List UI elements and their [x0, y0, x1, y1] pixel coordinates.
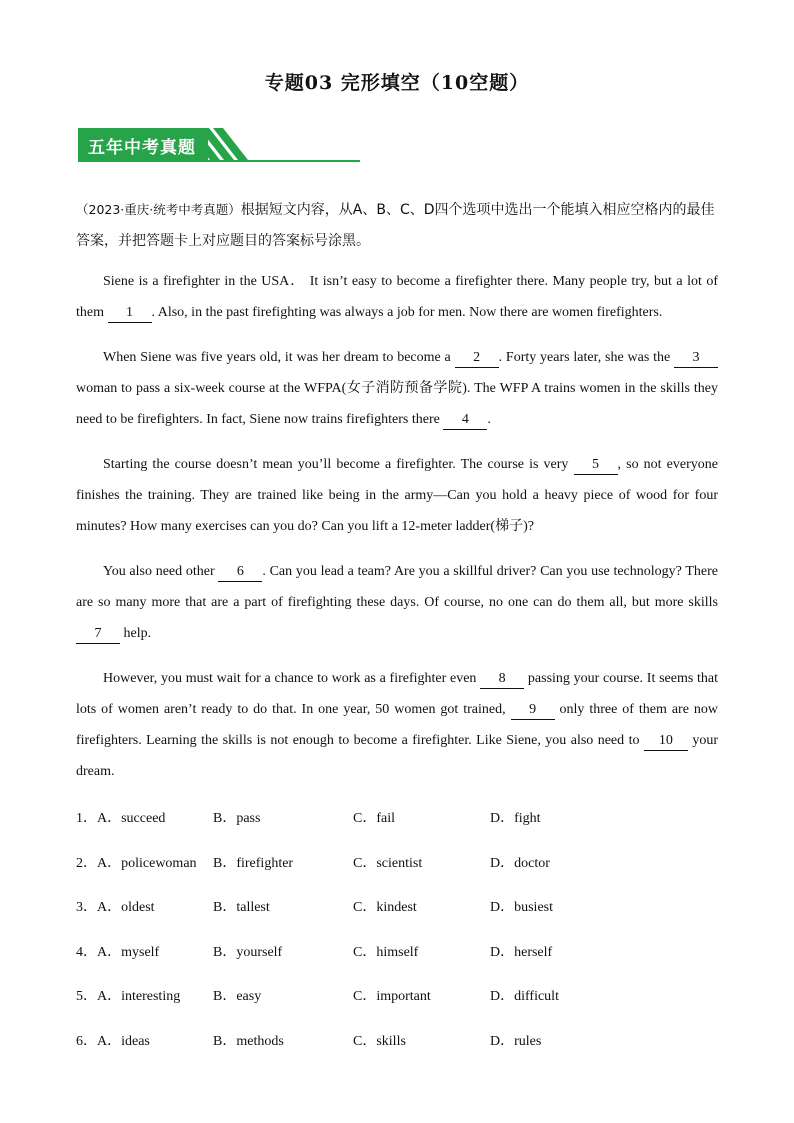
option-c: C．kindest [353, 900, 417, 916]
page-title: 专题03 完形填空（10空题） [264, 72, 530, 94]
passage-paragraph-1 [76, 266, 718, 328]
paragraph-text: Siene is a firefighter in the USA． It isn’t easy to become a firefighter there. Many people try, but a lot of them [76, 274, 718, 320]
answer-options [76, 807, 736, 1075]
question-row [76, 1030, 736, 1075]
section-banner [78, 128, 360, 164]
option-a: A．interesting [97, 989, 181, 1005]
option-c: C．skills [353, 1033, 406, 1049]
blank-3: 3 [674, 349, 718, 368]
paragraph-text: You also need other [103, 564, 219, 579]
option-b: B．easy [213, 989, 262, 1005]
banner-underline [78, 160, 360, 162]
blank-10: 10 [644, 732, 688, 751]
paragraph-text: Starting the course doesn’t mean you’ll become a firefighter. The course is very [103, 457, 574, 472]
option-a: A．ideas [97, 1033, 150, 1049]
option-a: A．myself [97, 944, 160, 960]
question-number: 6． [76, 1033, 97, 1049]
option-d: D．rules [490, 1033, 542, 1049]
paragraph-text: only three of them are now firefighters. Learning the skills is not enough to become a firefighter. Like Siene, you also need to [76, 702, 718, 748]
question-number: 3． [76, 900, 97, 916]
option-b: B．firefighter [213, 855, 294, 871]
question-number: 2． [76, 855, 97, 871]
paragraph-text: woman to pass a six-week course at the WFPA(女子消防预备学院). The WFP A trains women in the skills they need to be firefighters. In fact, Siene now trains firefighters there [76, 381, 718, 427]
question-row [76, 941, 736, 986]
passage-paragraph-2 [76, 342, 718, 435]
option-c: C．important [353, 989, 431, 1005]
paragraph-text: . Also, in the past firefighting was always a job for men. Now there are women firefighters. [151, 305, 663, 320]
blank-8: 8 [480, 670, 524, 689]
option-b: B．yourself [213, 944, 283, 960]
instruction-text: 根据短文内容，从A、B、C、D四个选项中选出一个能填入相应空格内的最佳答案，并把答题卡上对应题目的答案标号涂黑。 [76, 202, 715, 249]
instructions [76, 194, 718, 257]
blank-4: 4 [443, 411, 487, 430]
paragraph-text: help. [120, 626, 152, 641]
banner-label: 五年中考真题 [88, 138, 196, 158]
option-c: C．scientist [353, 855, 423, 871]
option-d: D．fight [490, 811, 541, 826]
option-d: D．herself [490, 944, 553, 960]
option-a: A．policewoman [97, 855, 197, 871]
option-b: B．tallest [213, 900, 270, 916]
question-number: 5． [76, 989, 97, 1005]
question-row [76, 807, 736, 852]
passage-paragraph-5 [76, 663, 718, 787]
question-source: （2023·重庆·统考中考真题） [76, 202, 241, 217]
paragraph-text: , so not everyone finishes the training. They are trained like being in the army—Can you hold a heavy piece of wood for four minutes? How many exercises can you do? Can you lift a 12-meter ladder(梯子)? [76, 457, 718, 534]
paragraph-text: However, you must wait for a chance to work as a firefighter even [103, 671, 481, 686]
option-b: B．pass [213, 811, 261, 826]
question-row [76, 852, 736, 897]
paragraph-text: . Can you lead a team? Are you a skillful driver? Can you use technology? There are so many more that are a part of firefighting these days. Of course, no one can do them all, but more skills [76, 564, 718, 610]
blank-1: 1 [108, 304, 152, 323]
question-row [76, 896, 736, 941]
option-d: D．doctor [490, 855, 550, 871]
option-c: C．himself [353, 944, 419, 960]
blank-9: 9 [511, 701, 555, 720]
blank-7: 7 [76, 625, 120, 644]
blank-5: 5 [574, 456, 618, 475]
option-d: D．busiest [490, 900, 553, 916]
option-d: D．difficult [490, 989, 559, 1005]
paragraph-text: When Siene was five years old, it was her dream to become a [103, 350, 455, 365]
paragraph-text: . [487, 412, 491, 427]
option-a: A．succeed [97, 811, 166, 826]
paragraph-text: . Forty years later, she was the [498, 350, 674, 365]
paragraph-text: your dream. [76, 733, 718, 779]
blank-2: 2 [455, 349, 499, 368]
paragraph-text: passing your course. It seems that lots of women aren’t ready to do that. In one year, 50 women got trained, [76, 671, 719, 717]
option-b: B．methods [213, 1033, 284, 1049]
question-number: 1． [76, 811, 97, 826]
question-row [76, 985, 736, 1030]
passage-paragraph-3 [76, 449, 718, 542]
option-c: C．fail [353, 811, 395, 826]
question-number: 4． [76, 944, 97, 960]
option-a: A．oldest [97, 900, 155, 916]
blank-6: 6 [218, 563, 262, 582]
passage-paragraph-4 [76, 556, 718, 649]
